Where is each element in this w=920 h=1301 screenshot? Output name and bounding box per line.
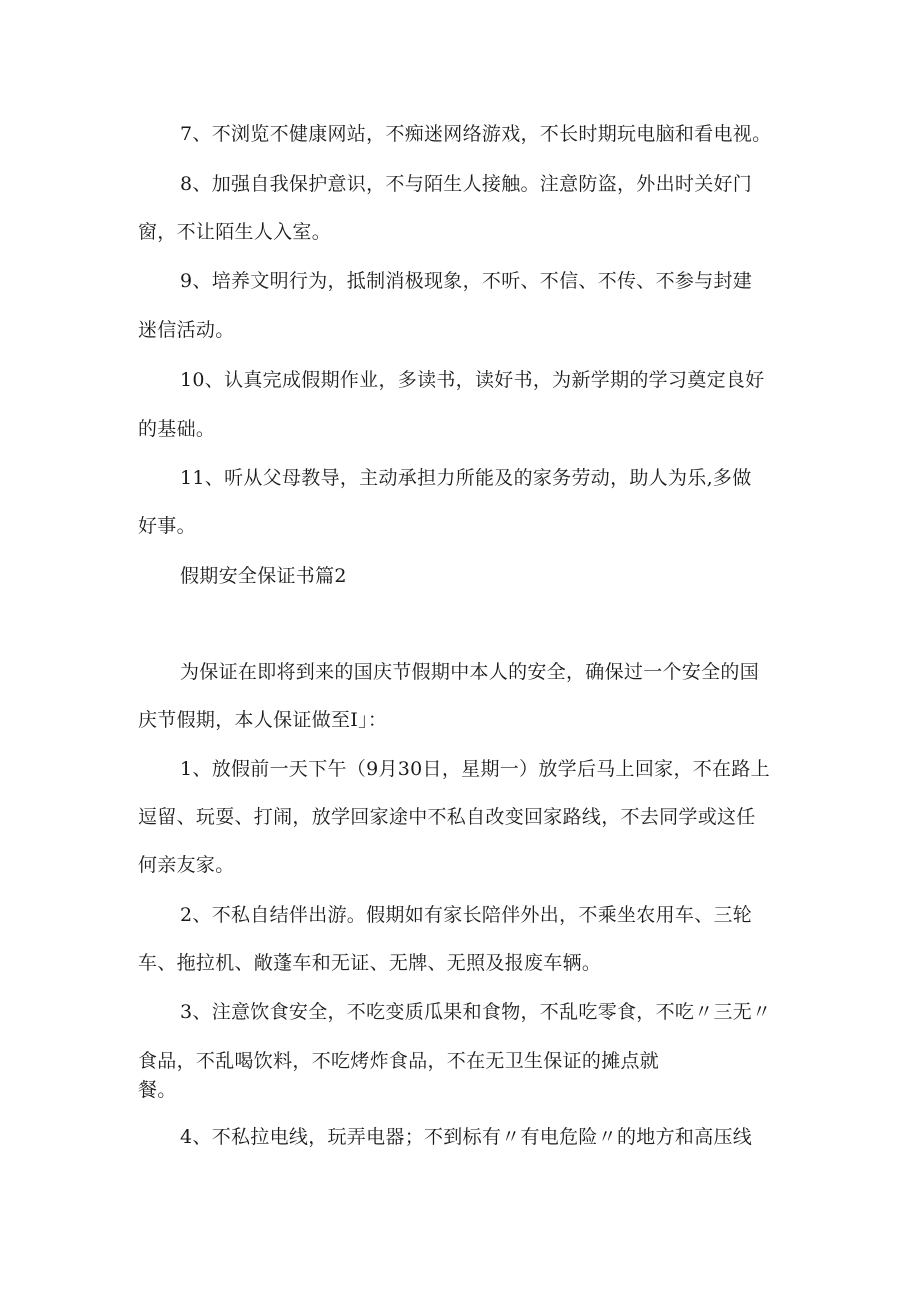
paragraph-10-line-2: 的基础。 xyxy=(138,418,216,440)
paragraph-7-line-1: 7、不浏览不健康网站，不痴迷网络游戏，不长时期玩电脑和看电视。 xyxy=(180,123,772,145)
paragraph-8-line-1: 8、加强自我保护意识，不与陌生人接触。注意防盗，外出时关好门 xyxy=(180,173,753,195)
item-1-line-1: 1、放假前一天下午（9月30日，星期一）放学后马上回家，不在路上 xyxy=(180,758,770,780)
paragraph-9-line-1: 9、培养文明行为，抵制消极现象，不听、不信、不传、不参与封建 xyxy=(180,270,753,292)
section-heading: 假期安全保证书篇2 xyxy=(180,565,347,587)
paragraph-10-line-1: 10、认真完成假期作业，多读书，读好书，为新学期的学习奠定良好 xyxy=(180,369,765,391)
paragraph-9-line-2: 迷信活动。 xyxy=(138,319,235,341)
item-3-line-2: 食品，不乱喝饮料，不吃烤炸食品，不在无卫生保证的摊点就 xyxy=(138,1050,660,1072)
paragraph-11-line-1: 11、听从父母教导，主动承担力所能及的家务劳动，助人为乐,多做 xyxy=(180,467,752,489)
item-1-line-3: 何亲友家。 xyxy=(138,854,235,876)
paragraph-8-line-2: 窗，不让陌生人入室。 xyxy=(138,221,332,243)
intro-line-1: 为保证在即将到来的国庆节假期中本人的安全，确保过一个安全的国 xyxy=(180,661,760,683)
item-3-line-3: 餐。 xyxy=(138,1079,177,1101)
paragraph-11-line-2: 好事。 xyxy=(138,515,196,537)
item-4-line-1: 4、不私拉电线，玩弄电器；不到标有〃有电危险〃的地方和高压线 xyxy=(180,1126,753,1148)
item-1-line-2: 逗留、玩耍、打闹，放学回家途中不私自改变回家路线，不去同学或这任 xyxy=(138,806,756,828)
item-3-line-1: 3、注意饮食安全，不吃变质瓜果和食物，不乱吃零食，不吃〃三无〃 xyxy=(180,1001,772,1023)
intro-line-2: 庆节假期，本人保证做至I」： xyxy=(138,709,388,731)
item-2-line-1: 2、不私自结伴出游。假期如有家长陪伴外出，不乘坐农用车、三轮 xyxy=(180,904,753,926)
item-2-line-2: 车、拖拉机、敞蓬车和无证、无牌、无照及报废车辆。 xyxy=(138,952,602,974)
